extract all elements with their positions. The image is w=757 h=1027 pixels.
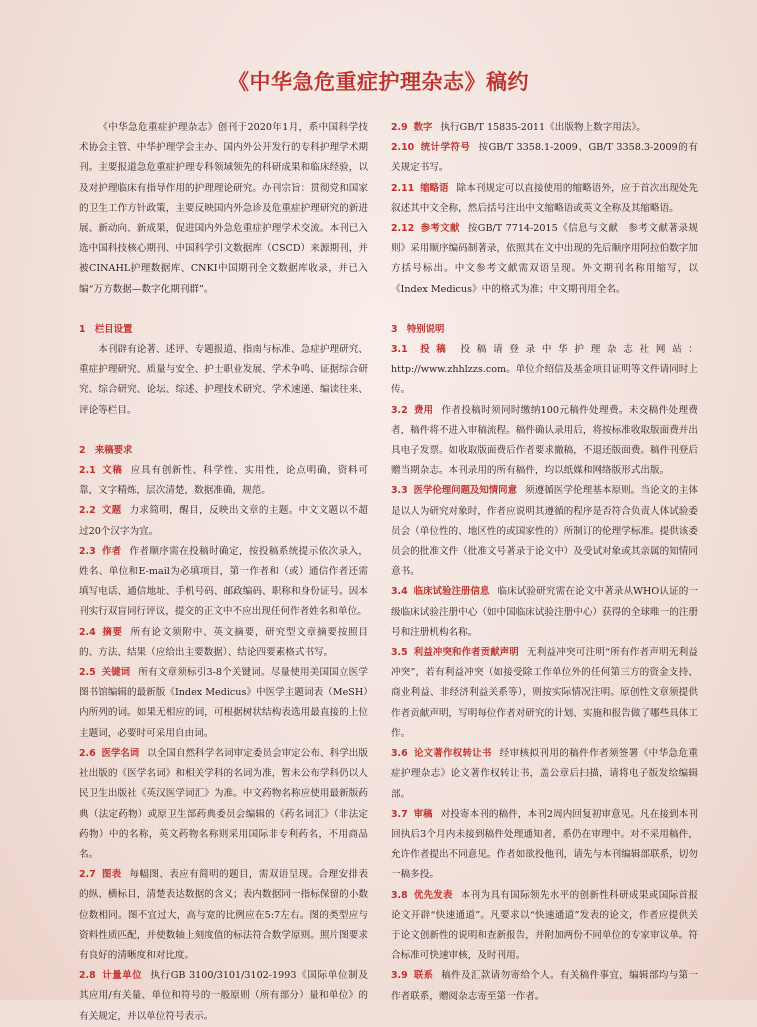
clause-item: [79, 966, 368, 1027]
clause-number: 2.6: [79, 747, 96, 759]
clause-item: [391, 401, 698, 482]
clause-number: 2.5: [79, 667, 96, 679]
clause-text: 所有文章须标引3-8个关键词。尽量使用美国国立医学图书馆编辑的最新版《Index Medicus》中医学主题词表（MeSH）内所列的词。如果无相应的词，可根据树状结构表选用最直接的上位主题词，必要时可采用自由词。: [79, 667, 368, 739]
clause-keyword: 医学伦理问题及知情同意: [413, 485, 517, 497]
clause-item: [79, 623, 368, 663]
clause-number: 3.6: [391, 748, 408, 760]
clause-number: 3.1: [391, 344, 408, 356]
clause-keyword: 图表: [101, 869, 122, 881]
clause-text: 临床试验研究需在论文中著录从WHO认证的一级临床试验注册中心（如中国临床试验注册中心）获得的全球唯一的注册号和注册机构名称。: [391, 586, 698, 638]
clause-text: 无利益冲突可注明“所有作者声明无利益冲突”，若有利益冲突（如接受除工作单位外的任何第三方的资金支持、商业利益、非经济利益关系等），则按实际情况注明。原创性文章须提供作者贡献声明，写明每位作者对研究的计划、实施和报告做了哪些具体工作。: [391, 647, 698, 739]
clause-number: 3.8: [391, 889, 408, 901]
clause-item: [391, 966, 698, 1006]
clause-item: [79, 744, 368, 865]
clause-number: 2.8: [79, 970, 96, 982]
clause-keyword: 摘要: [101, 626, 123, 638]
clause-item: [391, 805, 698, 886]
clause-keyword: 利益冲突和作者贡献声明: [413, 647, 519, 659]
clause-number: 2.11: [391, 182, 415, 194]
clause-text: 作者投稿时须同时缴纳100元稿件处理费。未交稿件处理费者，稿件将不进入审稿流程。稿件确认录用后，将按标准收取版面费并出具电子发票。如收取版面费后作者要求撤稿，不退还版面费。稿件刊登后赠当期杂志。本刊录用的所有稿件，均以纸媒和网络版形式出版。: [391, 404, 698, 477]
clause-keyword: 数字: [413, 122, 433, 133]
left-column: [79, 118, 368, 1027]
clause-number: 3.5: [391, 647, 408, 659]
clause-keyword: 费用: [413, 404, 434, 416]
clause-text: 执行GB 3100/3101/3102-1993《国际单位制及其应用/有关量、单位和符号的一般原则（所有部分）量和单位》的有关规定，并以单位符号表示。: [79, 970, 368, 1022]
clause-number: 2.9: [391, 122, 408, 133]
section-2-items-left: [79, 461, 368, 1027]
clause-item: [391, 643, 698, 744]
section-3-heading: 3 特别说明: [391, 323, 445, 335]
clause-number: 3.7: [391, 808, 408, 820]
section-1-text: 本刊辟有论著、述评、专题报道、指南与标准、急症护理研究、重症护理研究、质量与安全、护士职业发展、学术争鸣、证据综合研究、综合研究、论坛、综述、护理技术研究、学术速递、编读往来、评论等栏目。: [79, 344, 368, 416]
section-1-heading: 1 栏目设置: [79, 323, 133, 335]
clause-keyword: 临床试验注册信息: [413, 586, 490, 598]
section-3-items: [391, 340, 698, 1007]
clause-number: 2.1: [79, 465, 96, 477]
clause-keyword: 论文著作权转让书: [413, 748, 492, 760]
clause-text: 每幅图、表应有简明的题目，需双语呈现。合理安排表的纵、横标目，清楚表达数据的含义；表内数据同一指标保留的小数位数相同。图不宜过大，高与宽的比例应在5:7左右。图的类型应与资料性质匹配，并使数轴上刻度值的标法符合数学原则。照片图要求有良好的清晰度和对比度。: [79, 869, 368, 961]
clause-keyword: 统计学符号: [420, 142, 471, 154]
clause-text: 须遵循医学伦理基本原则。当论文的主体是以人为研究对象时，作者应说明其遵循的程序是否符合负责人体试验委员会（单位性的、地区性的或国家性的）所制订的伦理学标准。提供该委员会的批准文件（批准文号著录于论文中）及受试对象或其亲属的知情同意书。: [391, 485, 698, 578]
clause-text: 投稿请登录中华护理杂志社网站：http://www.zhhlzzs.com。单位介绍信及基金项目证明等文件请同时上传。: [391, 344, 698, 396]
clause-item: [391, 481, 698, 582]
clause-keyword: 优先发表: [413, 889, 453, 901]
clause-keyword: 投稿: [413, 344, 453, 356]
clause-item: [79, 461, 368, 501]
clause-keyword: 医学名词: [101, 747, 140, 759]
clause-text: 经审核拟刊用的稿件作者须签署《中华急危重症护理杂志》论文著作权转让书，盖公章后扫描，请将电子版发给编辑部。: [391, 748, 698, 800]
clause-item: [79, 663, 368, 744]
clause-item: [79, 542, 368, 623]
clause-item: [391, 744, 698, 805]
clause-text: 除本刊规定可以直接使用的缩略语外，应于首次出现处先叙述其中文全称，然后括号注出中文缩略语或英文全称及其缩略语。: [391, 182, 698, 214]
clause-item: [391, 219, 698, 300]
clause-text: 应具有创新性、科学性、实用性，论点明确，资料可靠，文字精炼，层次清楚，数据准确，规范。: [79, 465, 368, 497]
clause-item: [391, 582, 698, 643]
clause-number: 2.10: [391, 142, 415, 154]
clause-number: 3.2: [391, 404, 408, 416]
clause-keyword: 参考文献: [420, 223, 460, 235]
clause-number: 3.3: [391, 485, 408, 497]
clause-keyword: 计量单位: [101, 970, 143, 982]
clause-keyword: 审稿: [413, 808, 433, 820]
clause-number: 2.4: [79, 626, 96, 638]
clause-keyword: 关键词: [101, 667, 131, 679]
intro-paragraph: 《中华急危重症护理杂志》创刊于2020年1月，系中国科学技术协会主管、中华护理学会主办、国内外公开发行的专科护理学术期刊。主要报道急危重症护理专科领域领先的科研成果和临床经验，以及对护理临床有指导作用的护理理论研究。办刊宗旨：贯彻党和国家的卫生工作方针政策，主要反映国内外急诊及危重症护理研究的新进展、新动向、新成果，促进国内外急危重症护理学术交流。本刊已入选中国科技核心期刊、中国科学引文数据库（CSCD）来源期刊，并被CINAHL护理数据库、CNKI中国期刊全文数据库收录，并已入编“万方数据—数字化期刊群”。: [79, 122, 368, 295]
clause-text: 所有论文须附中、英文摘要，研究型文章摘要按照目的、方法、结果（应给出主要数据）、结论四要素格式书写。: [79, 626, 368, 658]
clause-text: 按GB/T 3358.1-2009、GB/T 3358.3-2009的有关规定书写。: [391, 142, 698, 174]
clause-text: 执行GB/T 15835-2011《出版物上数字用法》。: [440, 122, 646, 133]
clause-text: 力求简明，醒目，反映出文章的主题。中文文题以不超过20个汉字为宜。: [79, 505, 368, 537]
clause-keyword: 文稿: [101, 465, 123, 477]
right-column: [391, 118, 698, 1007]
clause-text: 作者顺序需在投稿时确定，按投稿系统提示依次录入，姓名、单位和E-mail为必填项目，第一作者和（或）通信作者还需填写电话、通信地址、手机号码、邮政编码、职称和身份证号。因本刊实行双盲同行评议，提交的正文中不应出现任何作者姓名和单位。: [79, 545, 368, 618]
clause-item: [391, 118, 698, 138]
clause-number: 2.12: [391, 223, 415, 235]
clause-keyword: 文题: [101, 505, 122, 517]
clause-keyword: 作者: [101, 545, 122, 557]
clause-number: 2.3: [79, 545, 96, 557]
clause-item: [79, 865, 368, 966]
section-2-heading: 2 来稿要求: [79, 444, 133, 456]
clause-item: [391, 138, 698, 178]
clause-keyword: 缩略语: [420, 182, 449, 194]
clause-number: 2.2: [79, 505, 96, 517]
clause-item: [391, 340, 698, 401]
page-title: 《中华急危重症护理杂志》稿约: [228, 70, 529, 94]
clause-item: [391, 179, 698, 219]
clause-number: 3.9: [391, 970, 408, 982]
section-2-items-right: [391, 118, 698, 300]
clause-number: 3.4: [391, 586, 408, 598]
clause-text: 按GB/T 7714-2015《信息与文献 参考文献著录规则》采用顺序编码制著录，依照其在文中出现的先后顺序用阿拉伯数字加方括号标出。中文参考文献需双语呈现。外文期刊名称用缩写，以《Index Medicus》中的格式为准；中文期刊用全名。: [391, 223, 698, 295]
clause-text: 本刊为具有国际领先水平的创新性科研成果或国际首报论文开辟“快速通道”。凡要求以“快速通道”发表的论文，作者应提供关于论文创新性的说明和查新报告，并附加两份不同单位的专家审议单。符合标准可快速审核，及时刊用。: [391, 889, 698, 962]
clause-item: [391, 886, 698, 967]
clause-keyword: 联系: [413, 970, 434, 982]
clause-text: 稿件及汇款请勿寄给个人。有关稿件事宜，编辑部均与第一作者联系，赠阅杂志寄至第一作者。: [391, 970, 698, 1002]
clause-text: 对投寄本刊的稿件，本刊2周内回复初审意见。凡在接到本刊回执后3个月内未接到稿件处理通知者，系仍在审理中。对不采用稿件，允许作者提出不同意见。作者如欲投他刊，请先与本刊编辑部联系，切勿一稿多投。: [391, 808, 698, 881]
clause-item: [79, 501, 368, 541]
clause-number: 2.7: [79, 869, 96, 881]
clause-text: 以全国自然科学名词审定委员会审定公布、科学出版社出版的《医学名词》和相关学科的名词为准，暂未公布学科仍以人民卫生出版社《英汉医学词汇》为准。中文药物名称应使用最新版药典（法定药物）或原卫生部药典委员会编辑的《药名词汇》（非法定药物）中的名称，英文药物名称则采用国际非专利药名，不用商品名。: [79, 747, 368, 860]
